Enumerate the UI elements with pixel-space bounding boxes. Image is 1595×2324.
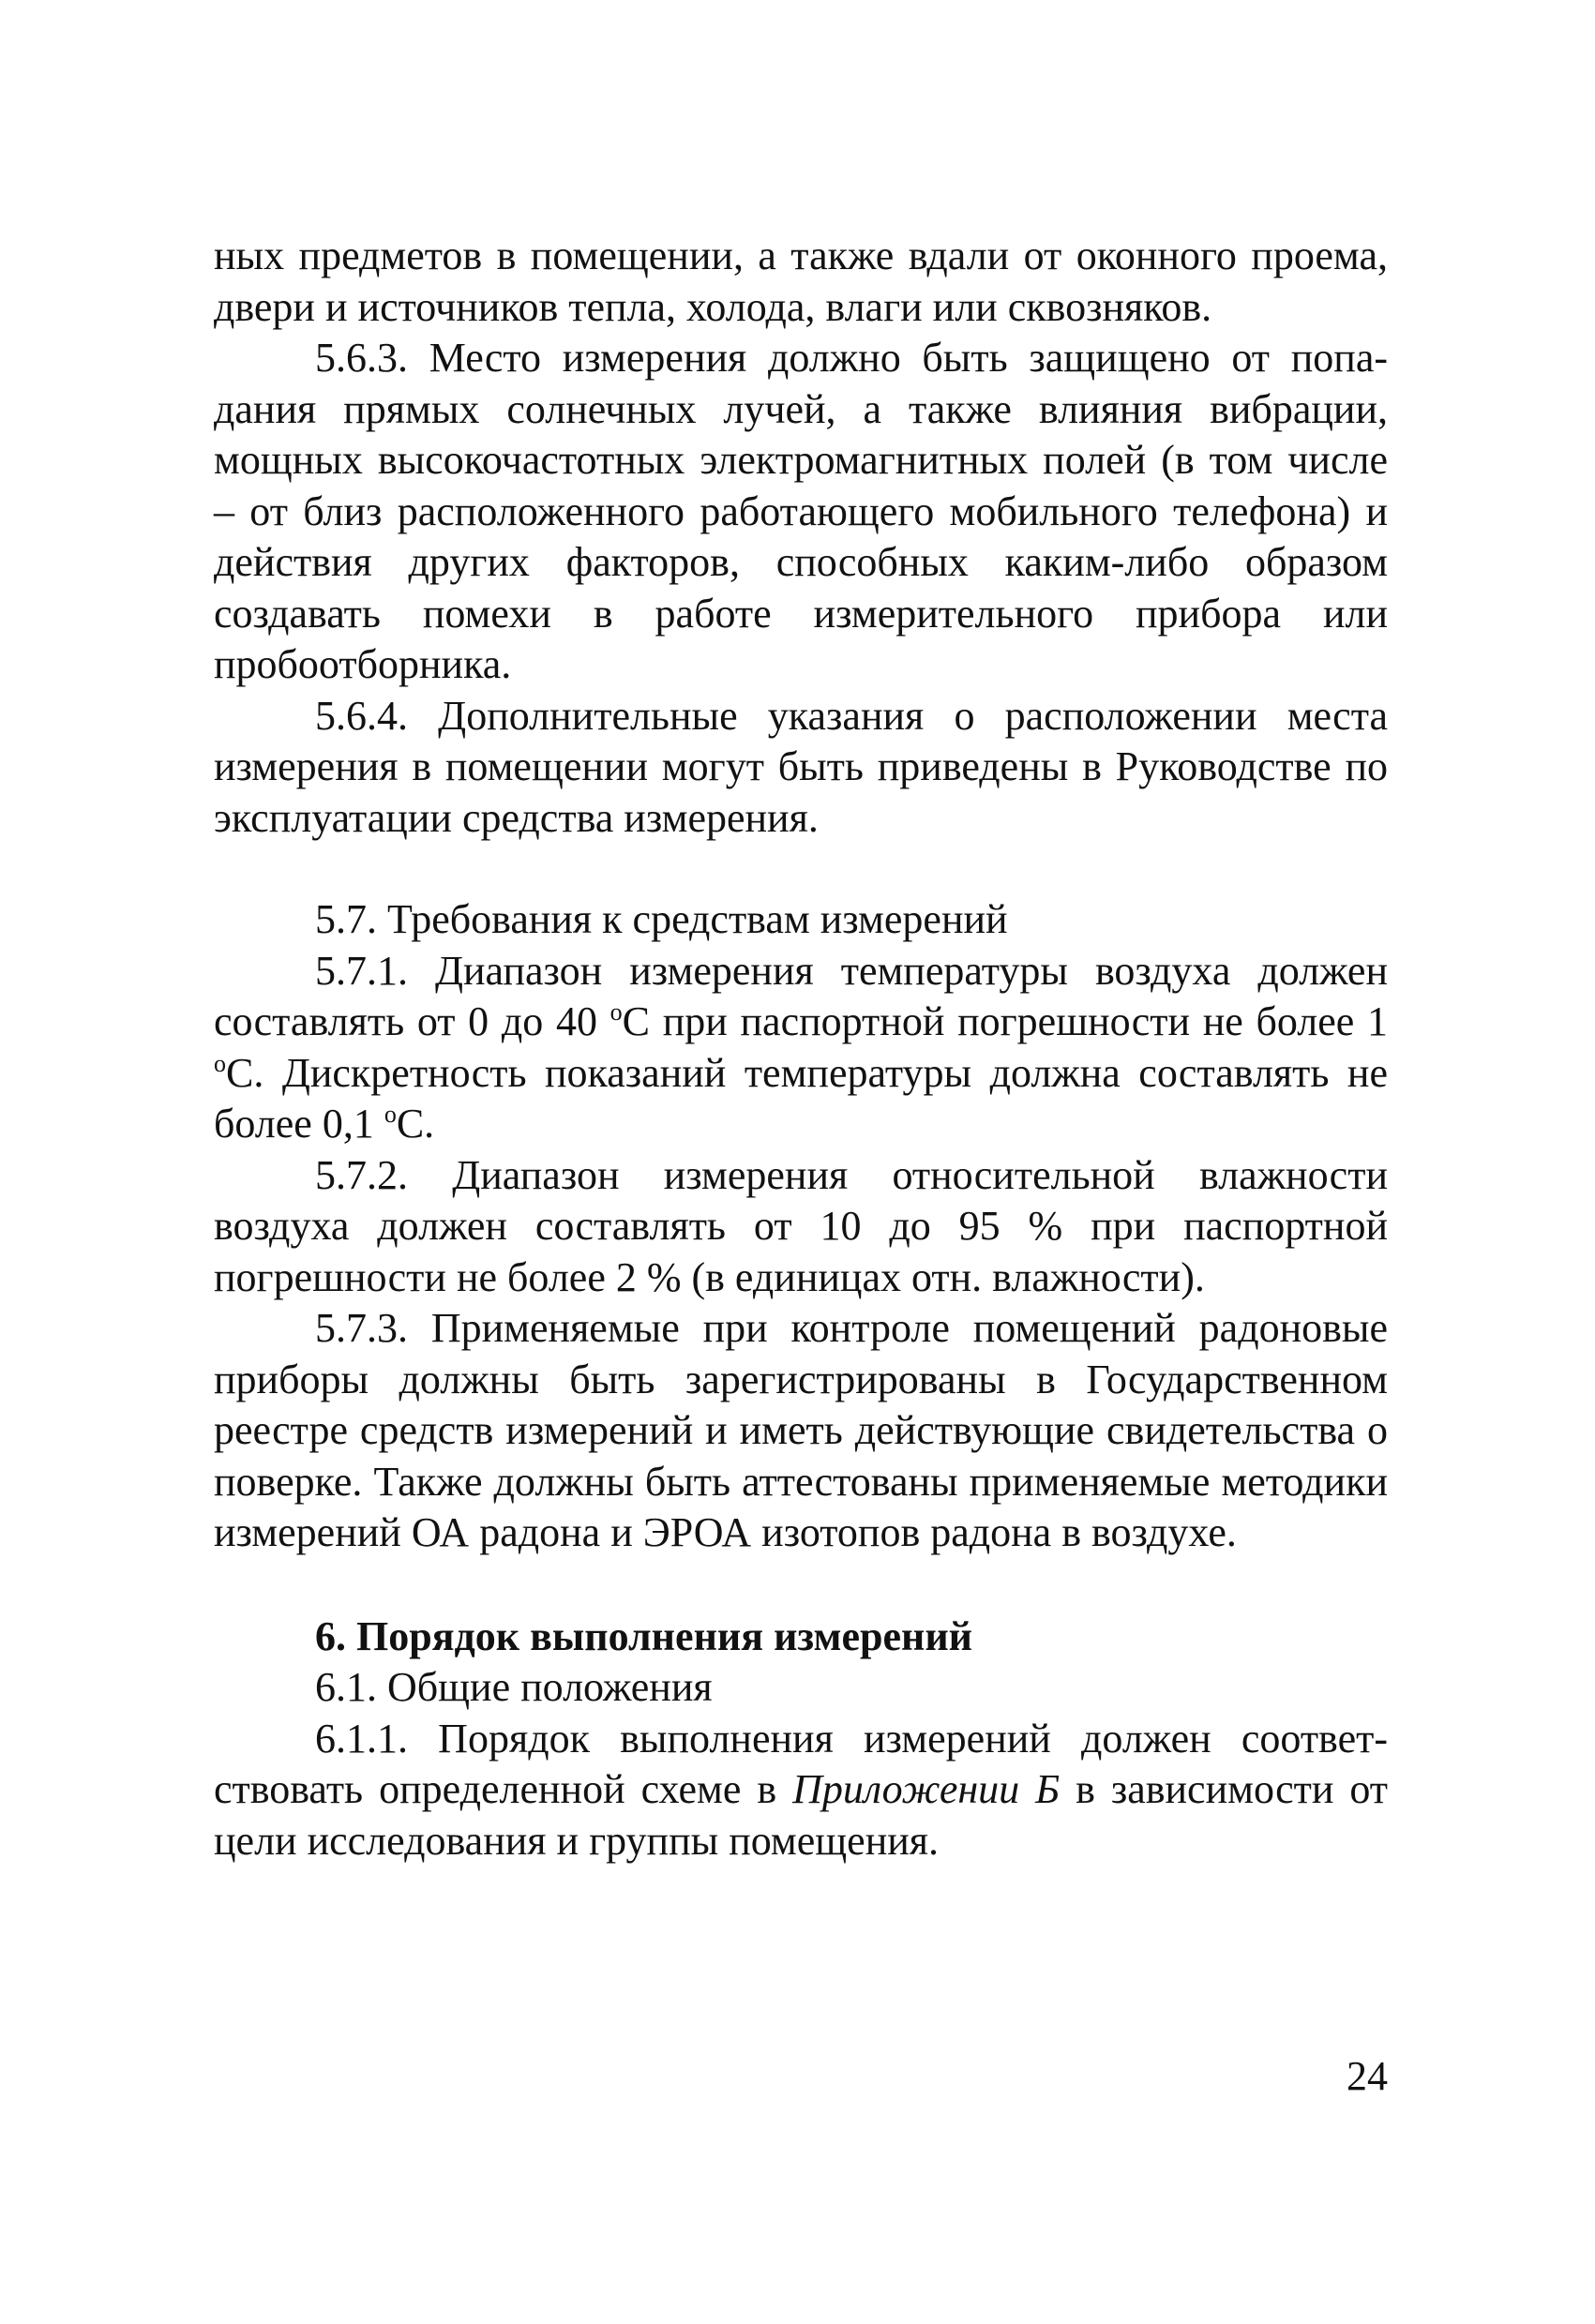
paragraph-5-6-3: 5.6.3. Место измерения должно быть защищено от попадания прямых солнечных лучей, а также влияния вибрации, мощных высокочастотных электромагнитных полей (в том числе – от близ расположенного работающего мобильного телефона) и действия других факторов, способных каким-либо образом создавать помехи в работе измерительного прибора или пробоотборника. <box>214 335 1388 687</box>
section-heading-5-7: 5.7. Требования к средствам измерений <box>315 896 1008 942</box>
paragraph-5-7-3: 5.7.3. Применяемые при контроле помещений радоновые приборы должны быть зарегистрированы в Государственном реестре средств измерений и иметь действующие свидетельства о поверке. Также должны быть аттестованы применяемые методики измерений ОА радона и ЭРОА изотопов радона в воздухе. <box>214 1305 1388 1555</box>
subsection-heading-6-1: 6.1. Общие положения <box>315 1664 713 1710</box>
degree-mark: о <box>384 1101 397 1128</box>
paragraph-5-7-1-part-c: С. Дискретность показаний температуры должна составлять не более 0,1 <box>214 1049 1388 1147</box>
paragraph-intro: ных предметов в помещении, а также вдали от оконного проема, двери и источников тепла, холода, влаги или сквозняков. <box>214 232 1388 330</box>
paragraph-5-7-1-part-b: С при паспортной погрешности не более 1 <box>622 998 1389 1044</box>
document-page <box>214 231 1388 1867</box>
paragraph-6-1-1 <box>214 1714 1388 1867</box>
paragraph-5-7-1-part-d: С. <box>396 1101 435 1147</box>
degree-mark: о <box>609 998 623 1026</box>
paragraph-6-1-1-part-a: 6.1.1. Порядок выполнения измерений должен соответствовать определенной схеме в <box>214 1715 1388 1812</box>
paragraph-5-7-2: 5.7.2. Диапазон измерения относительной влажности воздуха должен составлять от 10 до 95 % при паспортной погрешности не более 2 % (в единицах отн. влажности). <box>214 1151 1388 1300</box>
appendix-reference: Приложении Б <box>792 1766 1061 1812</box>
paragraph-5-6-4: 5.6.4. Дополнительные указания о расположении места измерения в помещении могут быть приведены в Руководстве по эксплуатации средства измерения. <box>214 692 1388 841</box>
page-number: 24 <box>1347 2053 1388 2099</box>
degree-mark: о <box>214 1049 226 1077</box>
section-heading-6: 6. Порядок выполнения измерений <box>315 1612 973 1659</box>
paragraph-5-7-1 <box>214 946 1388 1150</box>
paragraph-5-7-1-part-a: 5.7.1. Диапазон измерения температуры воздуха должен составлять от 0 до 40 <box>214 947 1388 1044</box>
paragraph-6-1-1-part-b: в зависимости от цели исследования и группы помещения. <box>214 1766 1388 1864</box>
